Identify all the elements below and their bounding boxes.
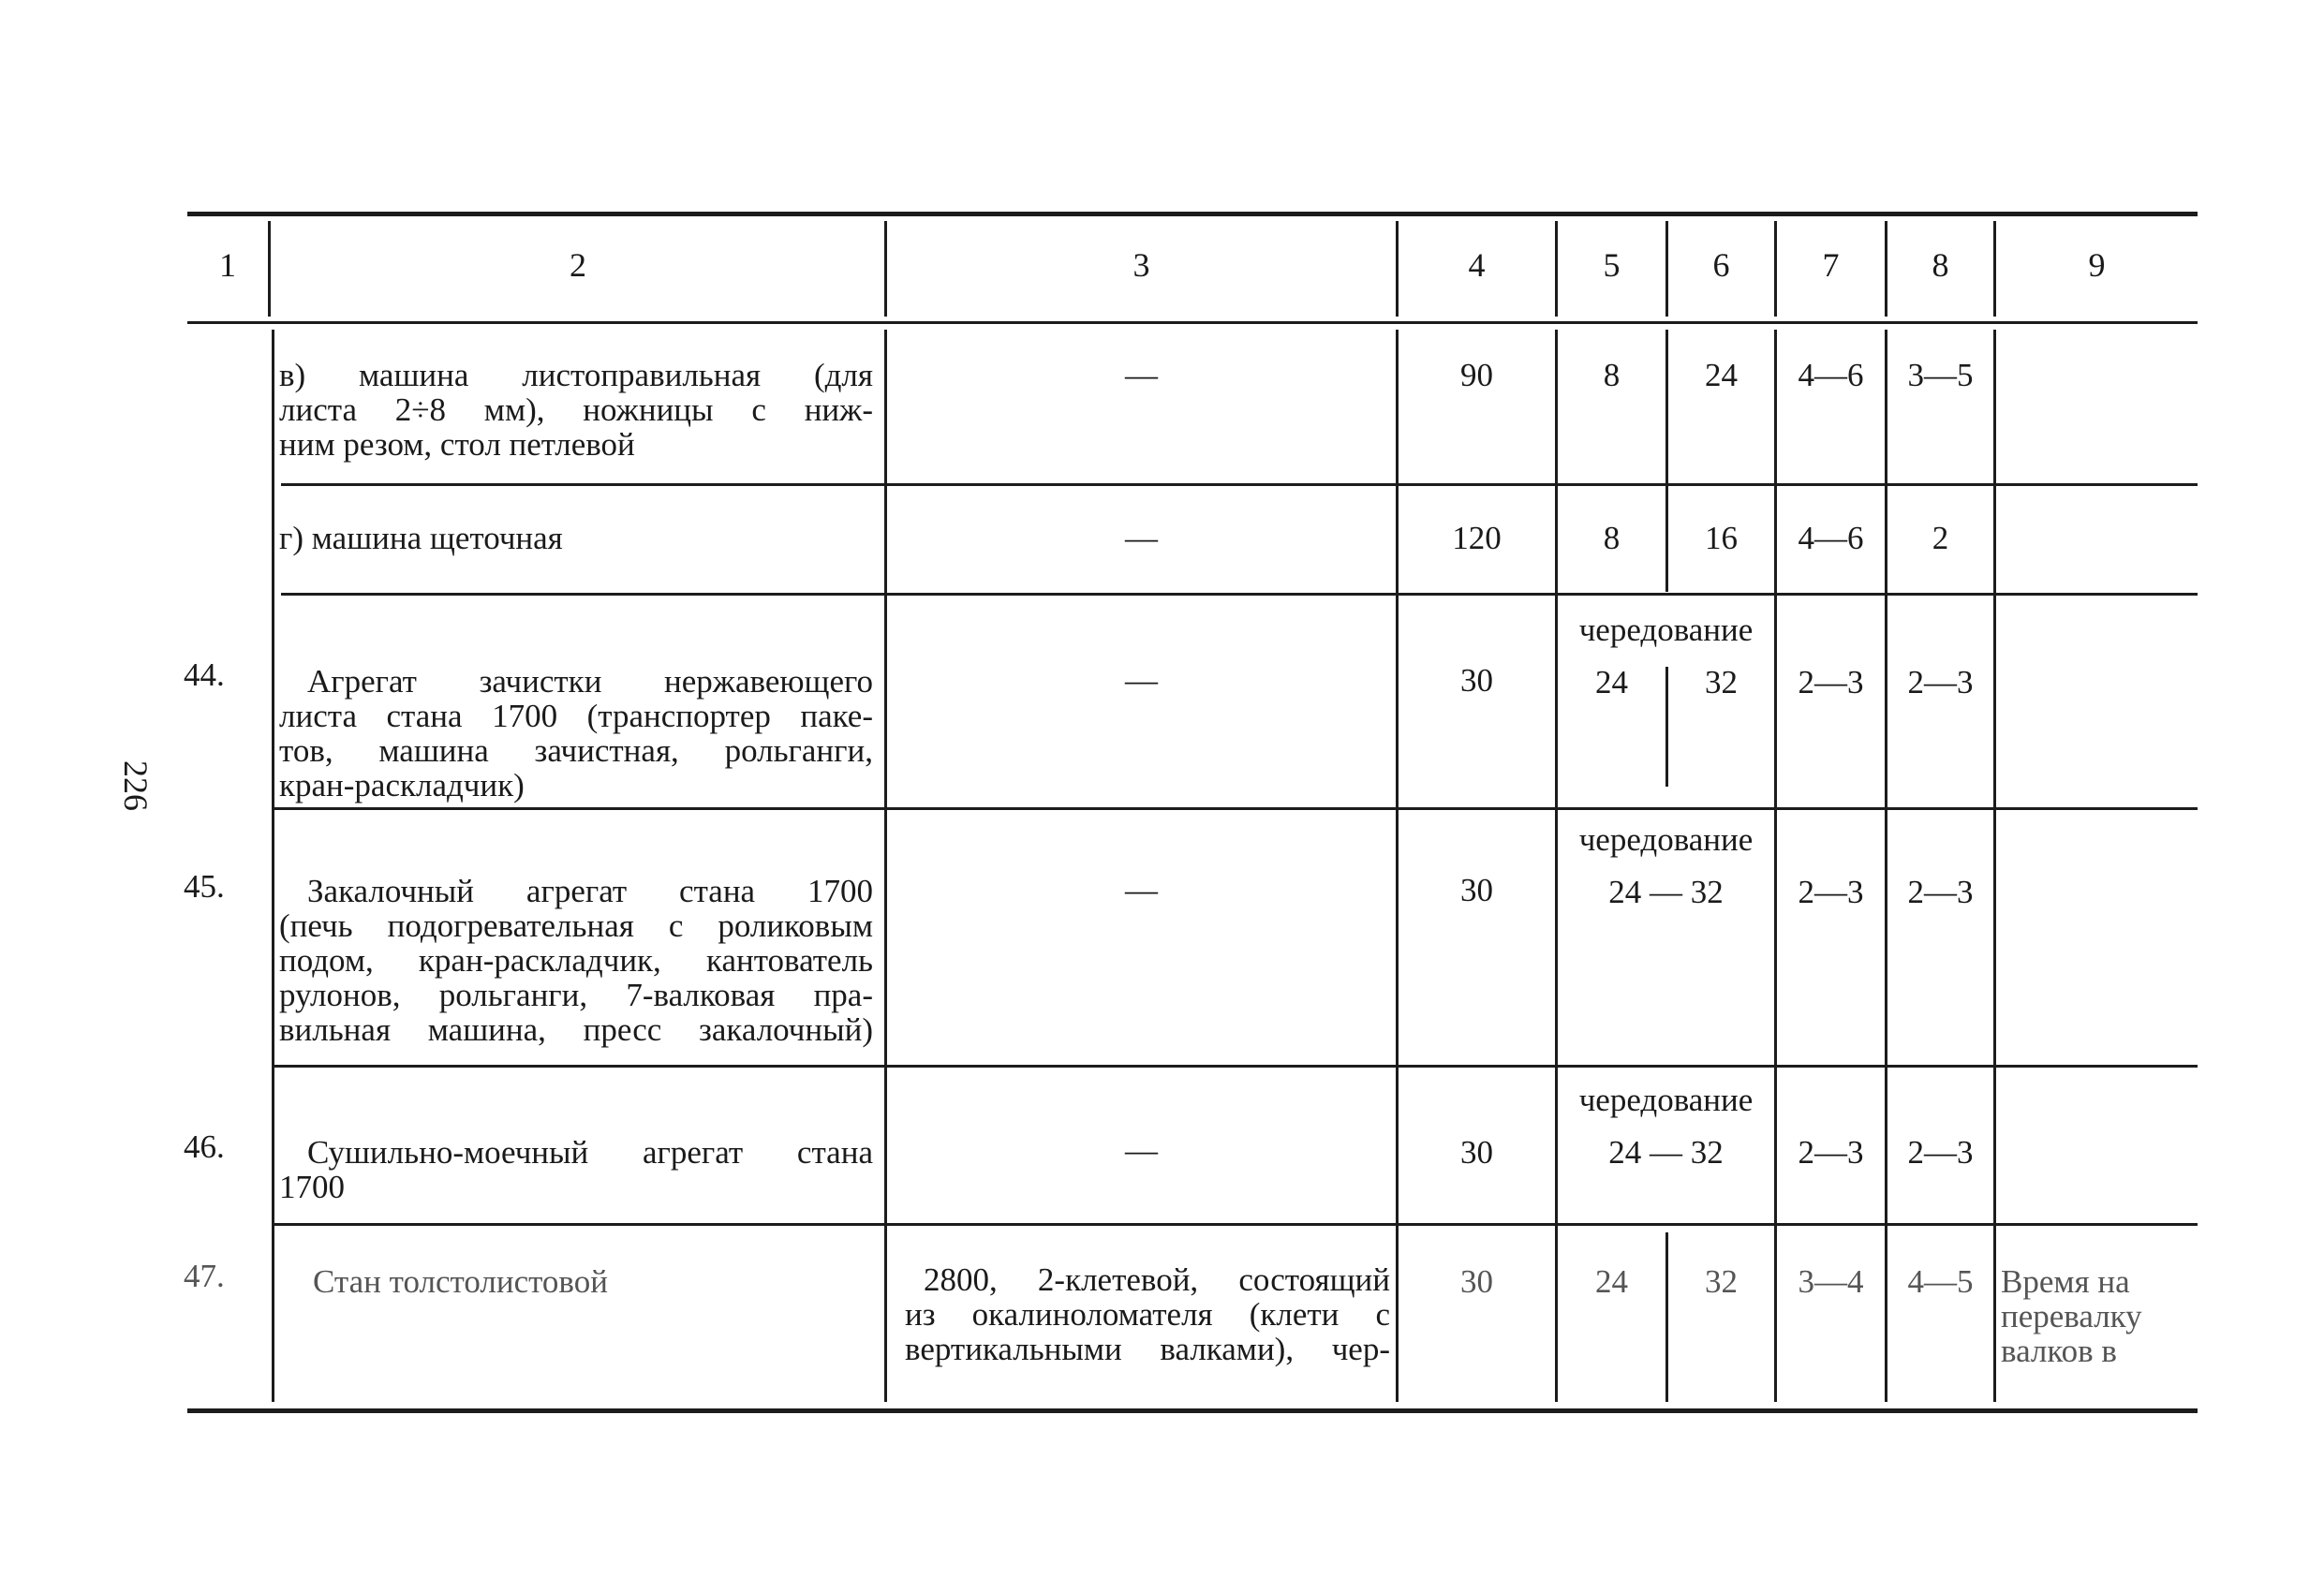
body-col-divider — [1396, 330, 1399, 1402]
row-col4: 30 — [1460, 872, 1493, 908]
row-col8: 4—5 — [1907, 1263, 1974, 1300]
row-col3: — — [1125, 520, 1158, 556]
body-col-divider — [272, 330, 274, 1402]
desc-line: Сушильно-моечный агрегат стана — [307, 1134, 873, 1171]
row-col7: 3—4 — [1798, 1263, 1864, 1300]
row-col6: 32 — [1705, 664, 1738, 700]
header-col-divider — [268, 221, 271, 317]
row-col3: — — [1125, 662, 1158, 699]
row-col3: — — [1125, 1132, 1158, 1169]
header-bottom-rule — [187, 321, 2198, 324]
row-col4: 90 — [1460, 357, 1493, 393]
table-top-rule — [187, 212, 2198, 216]
row-col8: 3—5 — [1907, 357, 1974, 393]
header-col-5: 5 — [1603, 246, 1621, 284]
header-col-7: 7 — [1822, 246, 1840, 284]
col3-line: вертикальными валками), чер- — [905, 1331, 1390, 1367]
row-col4: 30 — [1460, 1134, 1493, 1171]
row-desc — [279, 874, 873, 1047]
body-col-divider — [1555, 330, 1558, 1402]
header-col-9: 9 — [2088, 246, 2106, 284]
row-col7: 4—6 — [1798, 357, 1864, 393]
row-rule — [281, 593, 2198, 596]
header-col-4: 4 — [1468, 246, 1486, 284]
row-col9 — [2001, 1264, 2193, 1368]
row-col3: — — [1125, 357, 1158, 393]
row-col5: 24 — [1595, 1263, 1628, 1300]
row-desc — [279, 521, 873, 555]
row-rule — [274, 1223, 2198, 1226]
row-col5: 8 — [1603, 357, 1621, 393]
row-desc — [313, 1264, 873, 1299]
row-col6: 24 — [1705, 357, 1738, 393]
header-col-8: 8 — [1932, 246, 1949, 284]
row-col6: 32 — [1705, 1263, 1738, 1300]
row-rule — [274, 807, 2198, 810]
desc-line: рулонов, рольганги, 7-валковая пра- — [279, 977, 873, 1013]
page-number: 226 — [117, 760, 155, 811]
body-col-divider — [1774, 330, 1777, 1402]
row-col5-col6: 24 — 32 — [1608, 874, 1724, 910]
desc-line: Закалочный агрегат стана 1700 — [307, 873, 873, 909]
row-col5-col6: 24 — 32 — [1608, 1134, 1724, 1171]
desc-line: Стан толстолистовой — [313, 1263, 608, 1300]
row-number: 45. — [184, 868, 225, 905]
desc-line: листа стана 1700 (транспортер паке- — [279, 698, 873, 734]
row-col7: 2—3 — [1798, 874, 1864, 910]
desc-line: вильная машина, пресс закалочный) — [279, 1011, 873, 1048]
row-number: 46. — [184, 1128, 225, 1165]
row-col5: 8 — [1603, 520, 1621, 556]
row-desc — [279, 664, 873, 803]
col9-line: Время на — [2001, 1263, 2130, 1300]
desc-line: тов, машина зачистная, рольганги, — [279, 732, 873, 769]
desc-line: ним резом, стол петлевой — [279, 426, 635, 463]
body-col-divider — [1885, 330, 1887, 1402]
header-col-6: 6 — [1712, 246, 1730, 284]
alternation-label: чередование — [1578, 821, 1754, 858]
row-number: 47. — [184, 1258, 225, 1294]
desc-line: в) машина листоправильная (для — [279, 357, 873, 393]
row-col8: 2—3 — [1907, 1134, 1974, 1171]
desc-line: подом, кран-раскладчик, кантователь — [279, 942, 873, 979]
row-col8: 2—3 — [1907, 874, 1974, 910]
row-col7: 2—3 — [1798, 1134, 1864, 1171]
desc-line: (печь подогревательная с роликовым — [279, 907, 873, 944]
col3-line: из окалиноломателя (клети с — [905, 1296, 1390, 1333]
alternation-label: чередование — [1558, 612, 1774, 647]
col3-line: 2800, 2-клетевой, состоящий — [924, 1261, 1390, 1298]
desc-line: листа 2÷8 мм), ножницы с ниж- — [279, 391, 873, 428]
desc-line: Агрегат зачистки нержавеющего — [307, 663, 873, 700]
body-col-divider — [884, 330, 887, 1402]
header-col-1: 1 — [219, 246, 236, 284]
row-col3 — [905, 1262, 1390, 1366]
alternation-label: чередование — [1578, 1082, 1754, 1118]
row-rule — [281, 483, 2198, 486]
desc-line: 1700 — [279, 1169, 345, 1205]
row-col8: 2 — [1932, 520, 1949, 556]
row-col5: 24 — [1595, 664, 1628, 700]
row-number: 44. — [184, 656, 225, 693]
desc-line: кран-раскладчик) — [279, 767, 525, 803]
desc-line: г) машина щеточная — [279, 520, 563, 556]
row-rule — [274, 1065, 2198, 1068]
row-desc — [279, 358, 873, 462]
row-col7: 4—6 — [1798, 520, 1864, 556]
header-col-2: 2 — [570, 246, 586, 284]
row-col4: 120 — [1452, 520, 1502, 556]
col9-line: валков в — [2001, 1333, 2117, 1369]
row-col4: 30 — [1460, 1263, 1493, 1300]
table-bottom-rule — [187, 1408, 2198, 1413]
row-desc — [279, 1135, 873, 1204]
body-col-divider — [1993, 330, 1996, 1402]
row-col4: 30 — [1460, 662, 1493, 699]
row-col6: 16 — [1705, 520, 1738, 556]
row-col3: — — [1125, 872, 1158, 908]
header-col-3: 3 — [1132, 246, 1150, 284]
col9-line: перевалку — [2001, 1298, 2142, 1334]
row-col8: 2—3 — [1907, 664, 1974, 700]
col5-col6-divider — [1665, 1232, 1668, 1402]
row-col7: 2—3 — [1798, 664, 1864, 700]
